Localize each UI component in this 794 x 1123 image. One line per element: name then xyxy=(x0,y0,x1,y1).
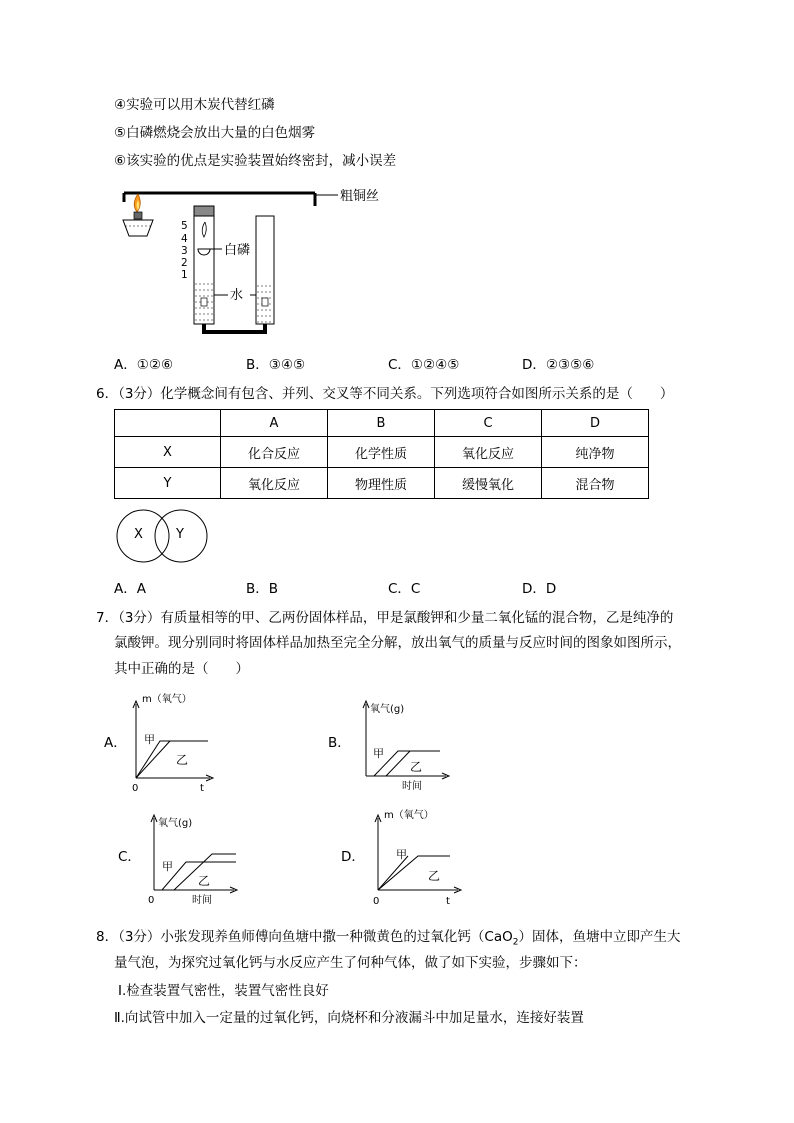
graph-c-label: C． xyxy=(118,849,141,865)
svg-text:甲: 甲 xyxy=(162,860,173,873)
q6-option-b: B．B xyxy=(246,581,279,597)
label-copper-wire: 粗铜丝 xyxy=(340,189,380,204)
q5-option-a: A．①②⑥ xyxy=(114,357,174,373)
venn-label-x: X xyxy=(134,527,143,542)
q6-option-c: C．C xyxy=(388,581,421,597)
alcohol-lamp xyxy=(123,194,153,236)
svg-text:t: t xyxy=(446,896,450,907)
table-cell: D xyxy=(542,410,649,437)
svg-text:5: 5 xyxy=(181,220,188,232)
svg-text:时间: 时间 xyxy=(402,781,422,792)
q8-step-2: Ⅱ.向试管中加入一定量的过氧化钙，向烧杯和分液漏斗中加足量水，连接好装置 xyxy=(114,1010,584,1026)
svg-text:乙: 乙 xyxy=(176,753,189,767)
q7-stem-line1: 7．（3分）有质量相等的甲、乙两份固体样品，甲是氯酸钾和少量二氧化锰的混合物，乙是纯净的 xyxy=(96,610,674,626)
svg-text:1: 1 xyxy=(181,269,188,281)
table-cell: 混合物 xyxy=(542,468,649,499)
svg-text:3: 3 xyxy=(181,245,188,257)
table-cell: A xyxy=(221,410,328,437)
svg-text:乙: 乙 xyxy=(410,760,423,774)
table-cell: 缓慢氧化 xyxy=(435,468,542,499)
svg-text:甲: 甲 xyxy=(373,747,384,760)
q8-stem-line2: 量气泡，为探究过氧化钙与水反应产生了何种气体，做了如下实验，步骤如下： xyxy=(114,955,587,971)
graph-d xyxy=(370,806,470,911)
svg-text:m（氧气）: m（氧气） xyxy=(384,810,434,821)
table-row xyxy=(115,468,649,499)
table-cell: Y xyxy=(115,468,221,499)
svg-text:0: 0 xyxy=(148,895,155,906)
venn-diagram xyxy=(116,508,216,568)
q5-option-b: B．③④⑤ xyxy=(246,357,306,373)
q6-stem: 6．（3分）化学概念间有包含、并列、交叉等不同关系。下列选项符合如图所示关系的是（ ） xyxy=(96,386,674,402)
statement-4: ④实验可以用木炭代替红磷 xyxy=(114,97,275,113)
svg-text:氧气(g): 氧气(g) xyxy=(158,818,193,829)
label-water: 水 xyxy=(230,288,244,303)
svg-text:4: 4 xyxy=(181,233,188,245)
venn-label-y: Y xyxy=(176,527,184,542)
q6-option-a: A．A xyxy=(114,581,146,597)
svg-text:t: t xyxy=(200,783,204,794)
label-white-phosphorus: 白磷 xyxy=(224,243,251,258)
right-tube xyxy=(256,216,274,324)
table-cell xyxy=(115,410,221,437)
table-cell: 物理性质 xyxy=(328,468,435,499)
svg-text:乙: 乙 xyxy=(428,869,441,883)
svg-text:甲: 甲 xyxy=(144,733,155,746)
svg-text:2: 2 xyxy=(181,257,188,269)
graph-b-label: B． xyxy=(328,735,351,751)
svg-text:0: 0 xyxy=(373,896,380,907)
table-cell: 氧化反应 xyxy=(221,468,328,499)
q5-option-c: C．①②④⑤ xyxy=(388,357,460,373)
svg-text:乙: 乙 xyxy=(198,874,211,888)
q8-stem-line1: 8．（3分）小张发现养鱼师傅向鱼塘中撒一种微黄色的过氧化钙（CaO$_2$）固体，鱼塘中立即产生大 xyxy=(96,929,681,948)
svg-text:m（氧气）: m（氧气） xyxy=(142,694,192,705)
svg-text:0: 0 xyxy=(132,783,139,794)
left-tube xyxy=(194,206,222,324)
graph-a-label: A． xyxy=(104,735,127,751)
q8-step-1: Ⅰ.检查装置气密性，装置气密性良好 xyxy=(118,983,329,999)
table-cell: 纯净物 xyxy=(542,437,649,468)
statement-5: ⑤白磷燃烧会放出大量的白色烟雾 xyxy=(114,125,316,141)
table-row xyxy=(115,410,649,437)
table-cell: B xyxy=(328,410,435,437)
graph-a xyxy=(128,690,228,795)
table-cell: 化合反应 xyxy=(221,437,328,468)
graph-c xyxy=(148,808,248,908)
apparatus-figure xyxy=(110,182,440,342)
table-row xyxy=(115,437,649,468)
q7-stem-line2: 氯酸钾。现分别同时将固体样品加热至完全分解，放出氧气的质量与反应时间的图象如图所示， xyxy=(114,635,681,651)
q6-table xyxy=(114,409,649,499)
table-cell: C xyxy=(435,410,542,437)
connecting-tube xyxy=(204,324,265,332)
q7-stem-line3: 其中正确的是（ ） xyxy=(114,661,249,677)
svg-text:甲: 甲 xyxy=(396,848,407,861)
svg-text:氧气(g): 氧气(g) xyxy=(370,704,405,715)
q5-option-d: D．②③⑤⑥ xyxy=(522,357,595,373)
svg-text:时间: 时间 xyxy=(192,895,212,906)
table-cell: 化学性质 xyxy=(328,437,435,468)
table-cell: 氧化反应 xyxy=(435,437,542,468)
volume-scale xyxy=(181,220,188,281)
table-cell: X xyxy=(115,437,221,468)
q6-option-d: D．D xyxy=(522,581,557,597)
graph-d-label: D． xyxy=(341,849,365,865)
graph-b xyxy=(360,694,460,794)
statement-6: ⑥该实验的优点是实验装置始终密封，减小误差 xyxy=(114,153,397,169)
